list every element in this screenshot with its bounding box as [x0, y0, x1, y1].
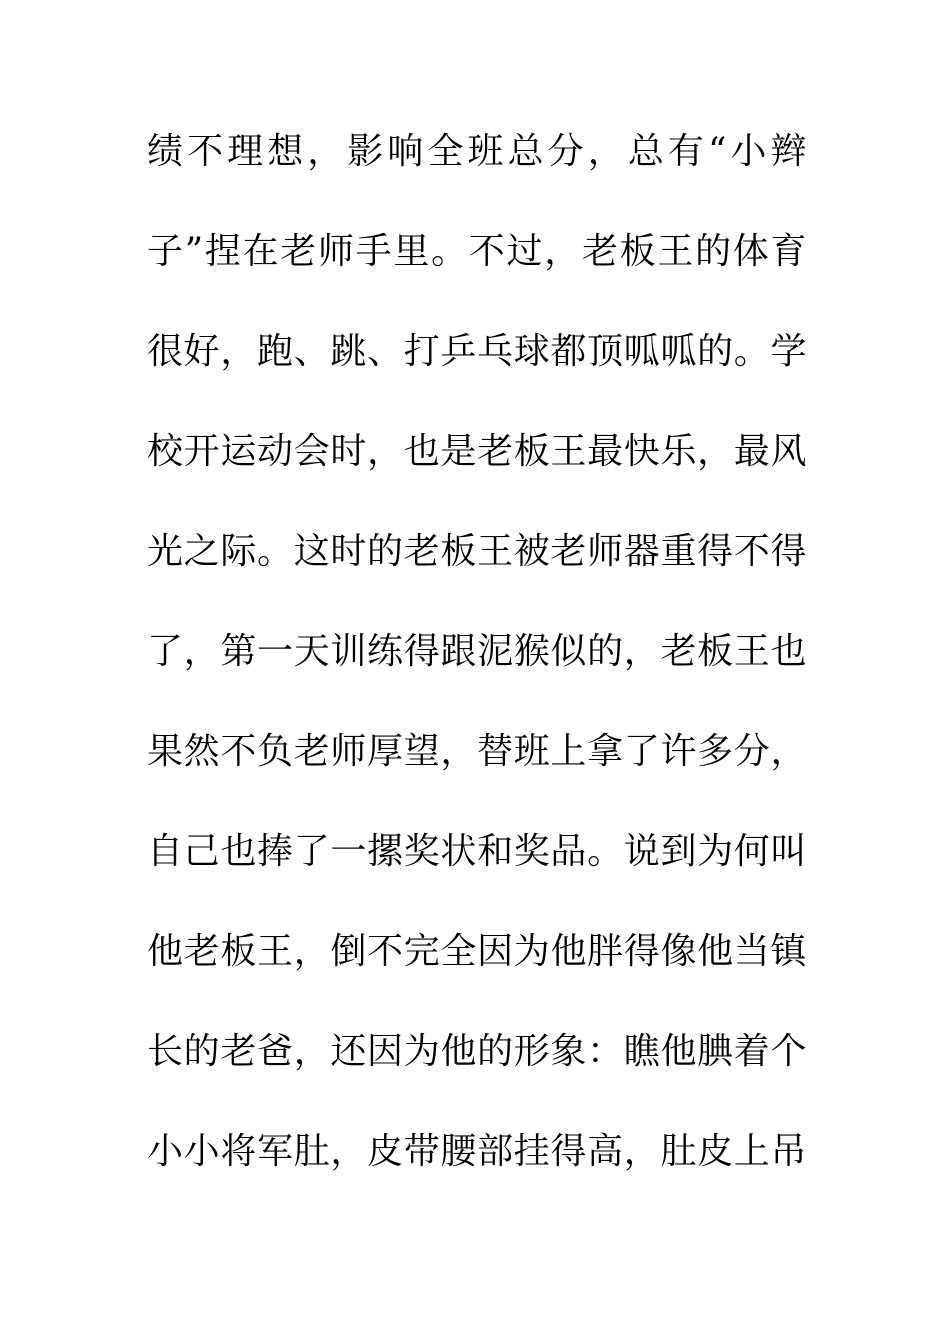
text-line-2: 子”捏在老师手里。不过，老板王的体育	[147, 231, 807, 272]
text-line-8: 自己也捧了一摞奖状和奖品。说到为何叫	[147, 831, 807, 872]
text-line-1: 绩不理想，影响全班总分，总有“小辫	[147, 131, 807, 172]
body-text	[147, 122, 807, 1222]
text-line-6: 了，第一天训练得跟泥猴似的，老板王也	[147, 631, 807, 672]
text-line-10: 长的老爸，还因为他的形象：瞧他腆着个	[147, 1031, 807, 1072]
text-line-7: 果然不负老师厚望，替班上拿了许多分，	[147, 731, 807, 772]
text-line-9: 他老板王，倒不完全因为他胖得像他当镇	[147, 931, 807, 972]
text-line-3: 很好，跑、跳、打乒乓球都顶呱呱的。学	[147, 331, 807, 372]
text-line-11: 小小将军肚，皮带腰部挂得高，肚皮上吊	[147, 1131, 807, 1172]
text-line-5: 光之际。这时的老板王被老师器重得不得	[147, 531, 807, 572]
text-line-4: 校开运动会时，也是老板王最快乐，最风	[147, 431, 807, 472]
